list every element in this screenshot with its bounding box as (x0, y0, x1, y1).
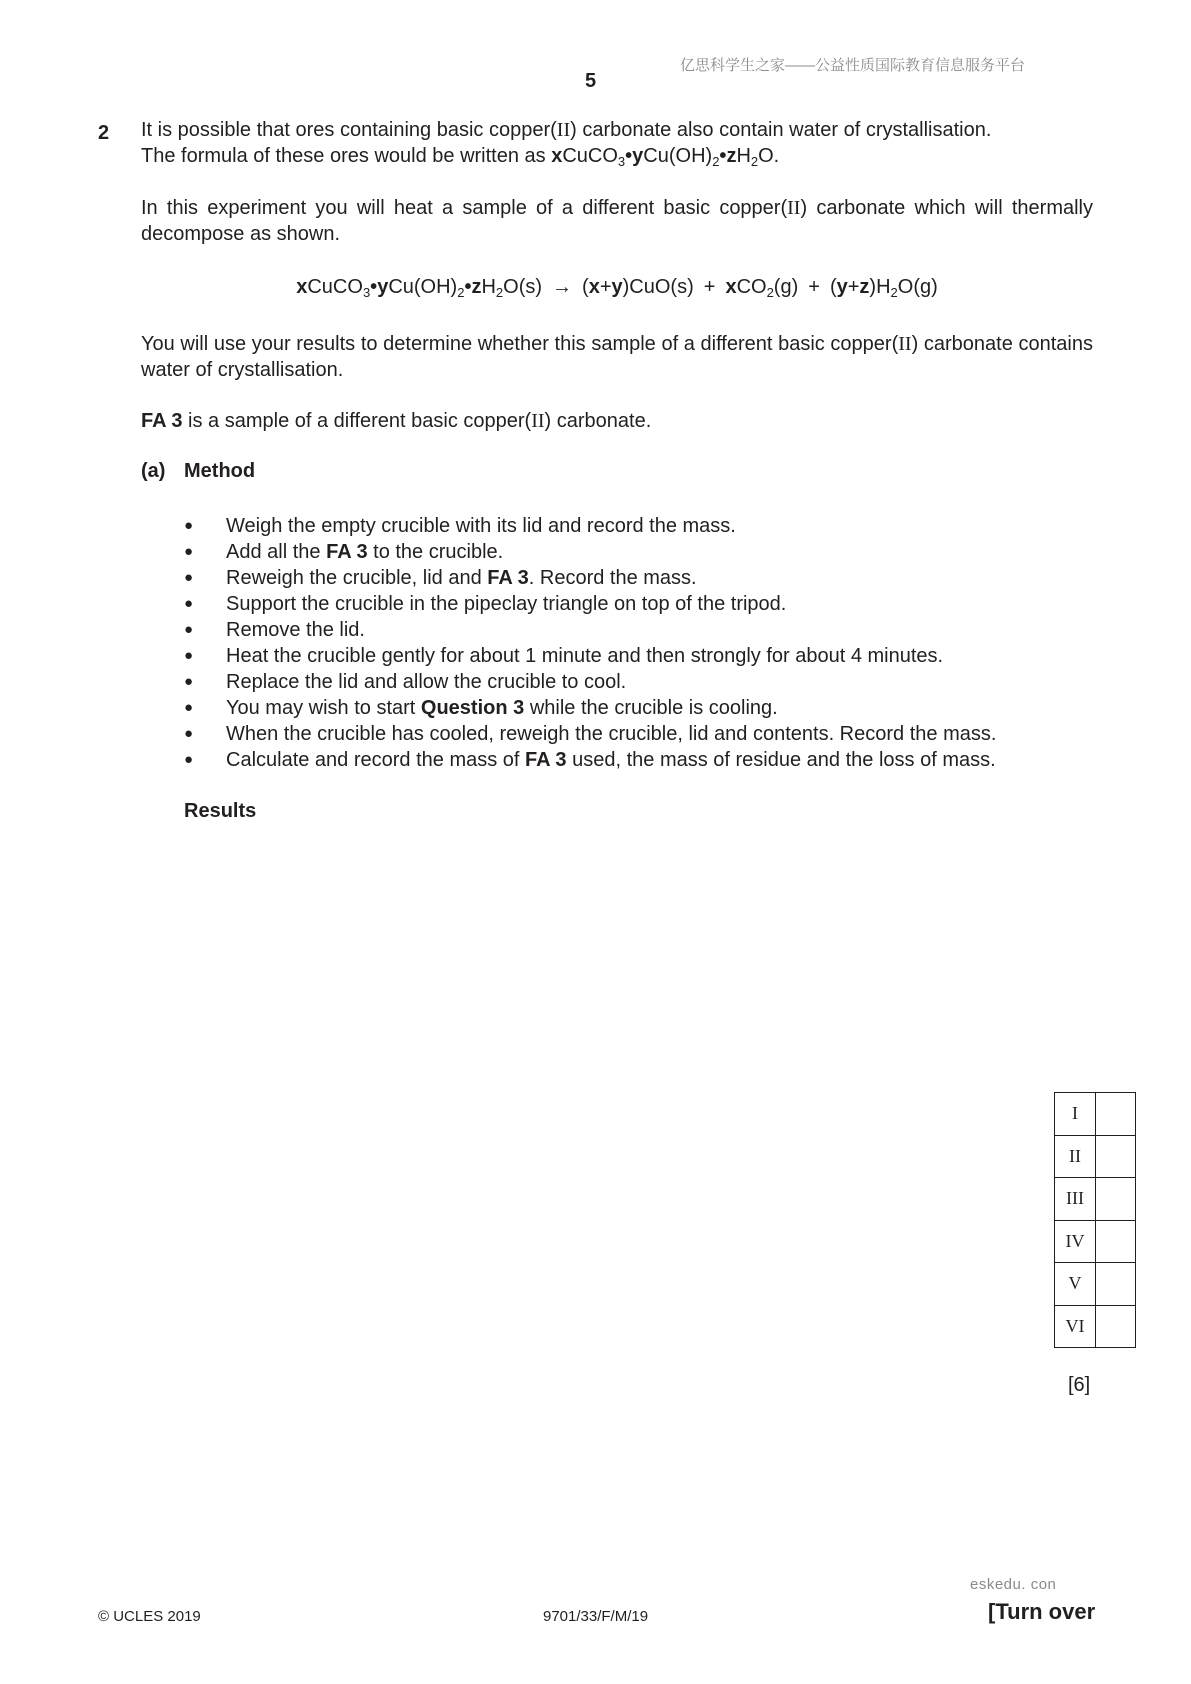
paper-code: 9701/33/F/M/19 (543, 1608, 649, 1625)
method-step: ● Remove the lid. (184, 619, 365, 641)
mark-box (1096, 1135, 1136, 1178)
fa3-description: FA 3 is a sample of a different basic copper(II) carbonate. (141, 410, 652, 432)
mark-label: V (1055, 1263, 1096, 1306)
mark-label: VI (1055, 1305, 1096, 1348)
marking-row (1055, 1135, 1136, 1178)
bullet-icon: ● (184, 725, 194, 742)
results-purpose: You will use your results to determine whether this sample of a different basic copper(II) carbonate contains water of crystallisation. (141, 333, 1093, 381)
mark-box (1096, 1305, 1136, 1348)
method-step: ● Weigh the empty crucible with its lid and record the mass. (184, 515, 736, 537)
bullet-icon: ● (184, 751, 194, 768)
method-step: ● Heat the crucible gently for about 1 minute and then strongly for about 4 minutes. (184, 645, 944, 667)
marking-row (1055, 1305, 1136, 1348)
experiment-description: In this experiment you will heat a sample of a different basic copper(II) carbonate which will thermally decompose as shown. (141, 197, 1093, 245)
question-number: 2 (98, 122, 110, 144)
bullet-icon: ● (184, 543, 194, 560)
decomposition-equation: $xCuCO_3•yCu(OH)_2•zH_2O(s) \to (x+y)CuO(s) + xCO_2(g) + (y+z)H_2O(g)$ (296, 276, 938, 300)
bullet-icon: ● (184, 595, 194, 612)
method-step: ● Support the crucible in the pipeclay triangle on top of the tripod. (184, 593, 787, 615)
arrow-symbol: → (552, 276, 573, 298)
bullet-icon: ● (184, 647, 194, 664)
bullet-icon: ● (184, 517, 194, 534)
method-step: ● When the crucible has cooled, reweigh the crucible, lid and contents. Record the mass. (184, 723, 997, 745)
marking-row (1055, 1178, 1136, 1221)
marking-grid (1054, 1092, 1136, 1348)
method-step: ● Replace the lid and allow the crucible to cool. (184, 671, 627, 693)
copyright: © UCLES 2019 (98, 1608, 201, 1625)
part-a-title: Method (184, 460, 256, 482)
method-steps (184, 513, 1124, 773)
method-step: ● Reweigh the crucible, lid and FA 3. Record the mass. (184, 567, 697, 589)
bullet-icon: ● (184, 699, 194, 716)
mark-box (1096, 1093, 1136, 1136)
mark-label: III (1055, 1178, 1096, 1221)
method-step: ● Add all the FA 3 to the crucible. (184, 541, 504, 563)
part-a-label: (a) (141, 460, 166, 482)
watermark-text: 亿思科学生之家——公益性质国际教育信息服务平台 (680, 57, 1026, 74)
turn-over: [Turn over (988, 1599, 1096, 1624)
page-number: 5 (585, 70, 597, 92)
mark-label: IV (1055, 1220, 1096, 1263)
method-step: ● Calculate and record the mass of FA 3 used, the mass of residue and the loss of mass. (184, 749, 996, 771)
mark-box (1096, 1263, 1136, 1306)
bullet-icon: ● (184, 569, 194, 586)
ore-formula: $xCuCO_3•yCu(OH)_2•zH_2O$. (551, 145, 780, 169)
bullet-icon: ● (184, 673, 194, 690)
mark-label: I (1055, 1093, 1096, 1136)
mark-total: [6] (1068, 1374, 1091, 1396)
question-intro: It is possible that ores containing basic copper(II) carbonate also contain water of crystallisation. The formula of these ores would be written as $xCuCO_3•yCu(OH)_2•zH_2O$. (141, 119, 992, 169)
marking-row (1055, 1220, 1136, 1263)
marking-row (1055, 1263, 1136, 1306)
method-step: ● You may wish to start Question 3 while the crucible is cooling. (184, 697, 778, 719)
mark-box (1096, 1178, 1136, 1221)
bullet-icon: ● (184, 621, 194, 638)
mark-label: II (1055, 1135, 1096, 1178)
results-heading: Results (184, 800, 257, 822)
marking-row (1055, 1093, 1136, 1136)
site-watermark: eskedu. con (970, 1576, 1057, 1593)
mark-box (1096, 1220, 1136, 1263)
